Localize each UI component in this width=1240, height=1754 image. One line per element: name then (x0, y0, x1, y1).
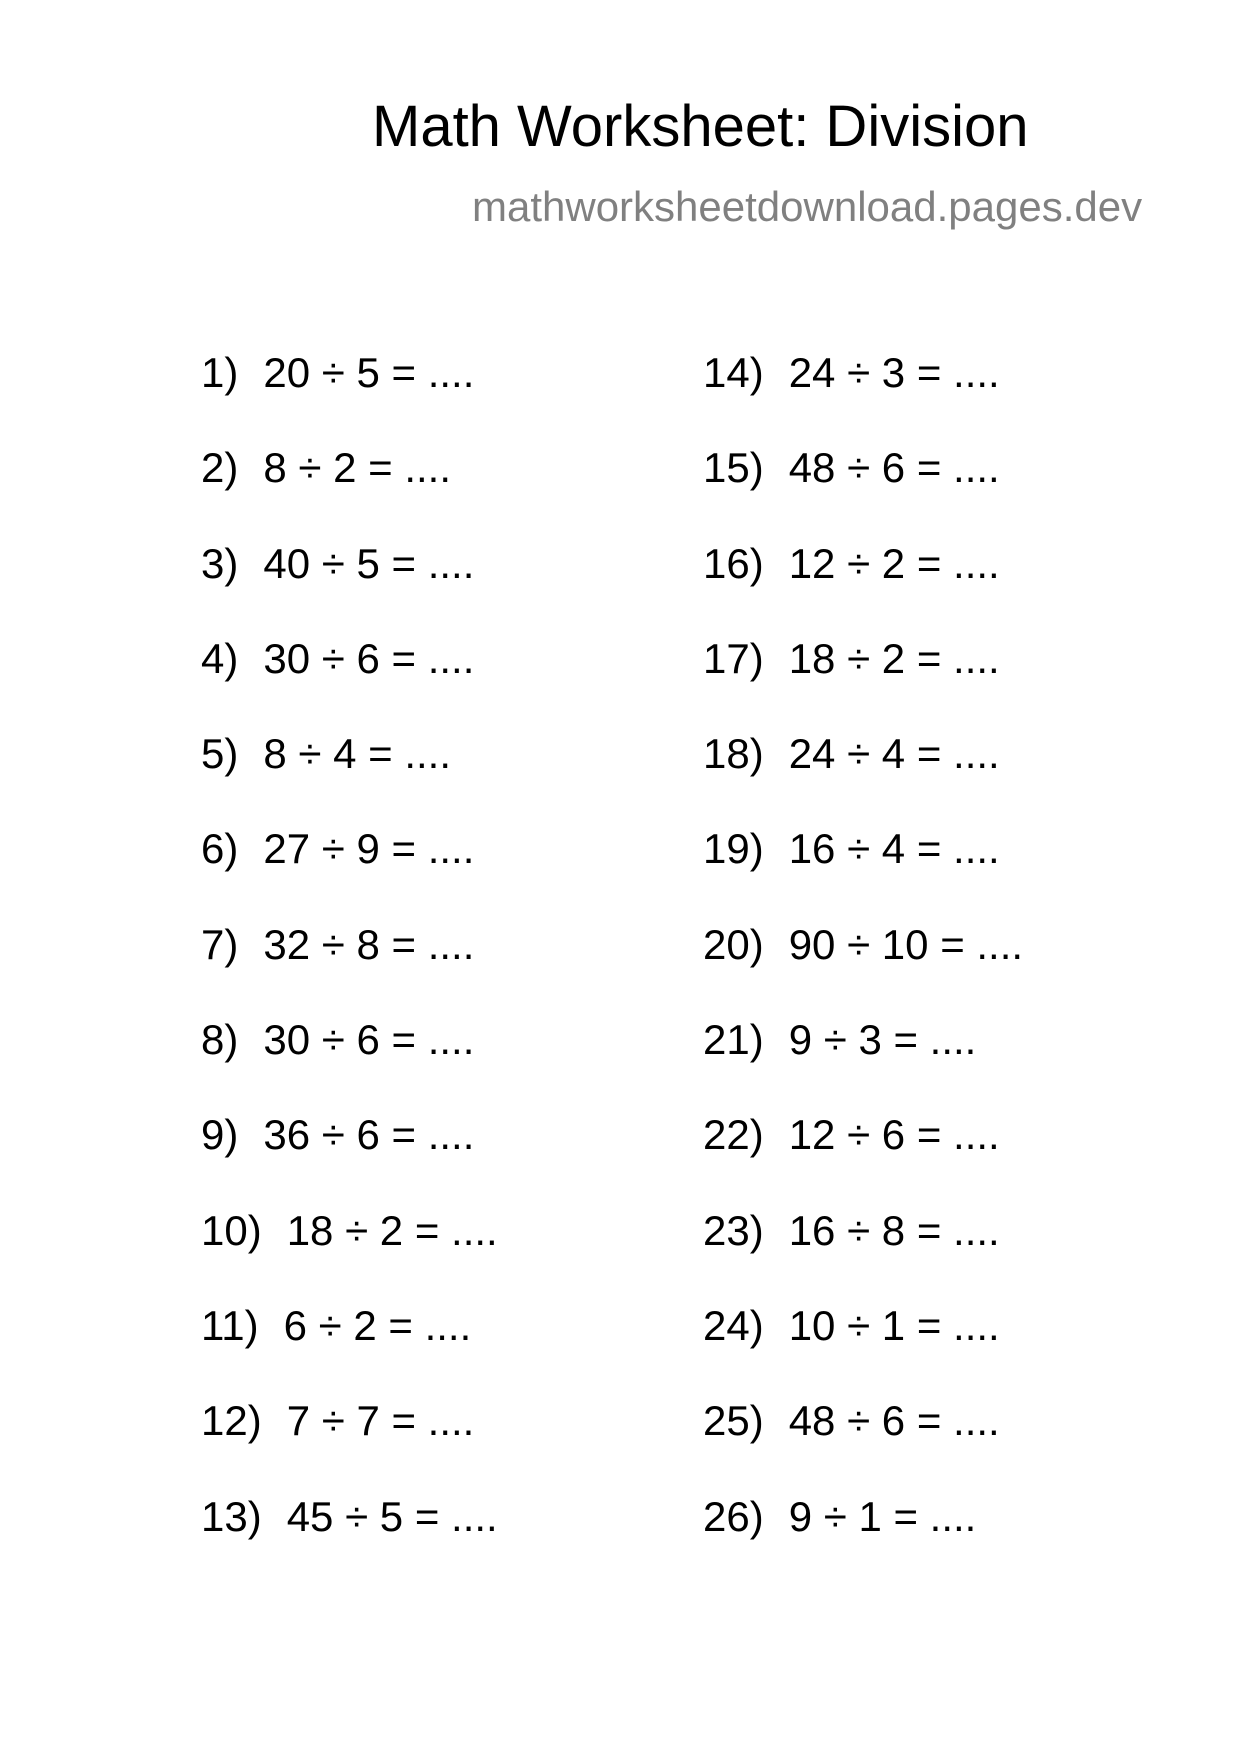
problem-expression: 32 ÷ 8 = .... (263, 920, 475, 968)
problem-number: 22) (703, 1111, 764, 1159)
problem-number: 16) (703, 539, 764, 587)
problem-item-20 (703, 920, 1024, 1019)
problem-expression: 30 ÷ 6 = .... (263, 1016, 475, 1064)
problem-column-right (703, 349, 1024, 1591)
problem-expression: 18 ÷ 2 = .... (286, 1206, 498, 1254)
problem-number: 25) (703, 1397, 764, 1445)
problem-item-3 (201, 539, 498, 638)
problem-expression: 6 ÷ 2 = .... (283, 1301, 472, 1349)
problem-item-22 (703, 1111, 1023, 1209)
problem-number: 7) (201, 920, 239, 968)
problem-number: 12) (201, 1397, 262, 1445)
problem-number: 23) (703, 1206, 764, 1254)
problem-item-7 (201, 920, 498, 1019)
problem-number: 17) (703, 634, 764, 682)
problem-expression: 24 ÷ 3 = .... (788, 349, 1000, 396)
problem-number: 1) (201, 349, 239, 396)
problem-item-24 (703, 1301, 1023, 1400)
problem-item-8 (201, 1016, 498, 1114)
problem-expression: 8 ÷ 4 = .... (263, 730, 452, 778)
problem-number: 14) (703, 349, 764, 396)
problem-expression: 9 ÷ 3 = .... (788, 1016, 977, 1064)
problem-expression: 27 ÷ 9 = .... (263, 825, 475, 873)
problem-expression: 20 ÷ 5 = .... (263, 349, 475, 396)
problem-number: 13) (201, 1492, 262, 1540)
problem-expression: 12 ÷ 2 = .... (788, 539, 1000, 587)
problem-number: 11) (201, 1301, 259, 1349)
problem-expression: 48 ÷ 6 = .... (788, 444, 1000, 492)
problem-item-15 (703, 444, 1023, 542)
problem-expression: 10 ÷ 1 = .... (788, 1301, 1000, 1349)
problem-number: 2) (201, 444, 239, 492)
problem-number: 5) (201, 730, 239, 778)
problem-expression: 16 ÷ 8 = .... (788, 1206, 1000, 1254)
problem-item-4 (201, 634, 498, 733)
problem-item-1 (201, 349, 498, 447)
problem-number: 21) (703, 1016, 764, 1064)
problem-number: 24) (703, 1301, 764, 1349)
problem-item-23 (703, 1206, 1023, 1305)
problem-expression: 16 ÷ 4 = .... (788, 825, 1000, 873)
problem-item-5 (201, 730, 498, 828)
problem-expression: 48 ÷ 6 = .... (788, 1397, 1000, 1445)
problem-item-21 (703, 1016, 1023, 1114)
problem-expression: 90 ÷ 10 = .... (788, 920, 1024, 968)
problem-expression: 7 ÷ 7 = .... (286, 1397, 475, 1445)
problem-expression: 24 ÷ 4 = .... (788, 730, 1000, 778)
problem-item-2 (201, 444, 498, 542)
problem-number: 6) (201, 825, 239, 873)
problem-expression: 18 ÷ 2 = .... (788, 634, 1000, 682)
problem-item-16 (703, 539, 1023, 638)
problem-item-10 (201, 1206, 498, 1305)
problem-item-12 (201, 1397, 498, 1495)
problem-item-13 (201, 1492, 498, 1591)
problem-number: 18) (703, 730, 764, 778)
problem-column-left (201, 349, 498, 1591)
problem-number: 19) (703, 825, 764, 873)
problem-expression: 30 ÷ 6 = .... (263, 634, 475, 682)
problem-number: 10) (201, 1206, 262, 1254)
problem-expression: 12 ÷ 6 = .... (788, 1111, 1000, 1159)
problem-expression: 45 ÷ 5 = .... (286, 1492, 498, 1540)
page-title: Math Worksheet: Division (372, 94, 1029, 159)
problem-item-26 (703, 1492, 1023, 1591)
problem-item-18 (703, 730, 1023, 828)
problem-item-14 (703, 349, 1023, 447)
problem-expression: 40 ÷ 5 = .... (263, 539, 475, 587)
problem-item-19 (703, 825, 1023, 923)
problem-number: 4) (201, 634, 239, 682)
problem-number: 3) (201, 539, 239, 587)
problem-number: 9) (201, 1111, 239, 1159)
problem-expression: 36 ÷ 6 = .... (263, 1111, 475, 1159)
problem-number: 26) (703, 1492, 764, 1540)
problem-number: 8) (201, 1016, 239, 1064)
problem-item-6 (201, 825, 498, 923)
problem-item-25 (703, 1397, 1023, 1495)
problem-item-17 (703, 634, 1023, 733)
problem-number: 15) (703, 444, 764, 492)
problem-expression: 8 ÷ 2 = .... (263, 444, 452, 492)
problem-number: 20) (703, 920, 764, 968)
problem-expression: 9 ÷ 1 = .... (788, 1492, 977, 1540)
problem-item-11 (201, 1301, 498, 1400)
problem-item-9 (201, 1111, 498, 1209)
source-site-label: mathworksheetdownload.pages.dev (472, 183, 1143, 230)
